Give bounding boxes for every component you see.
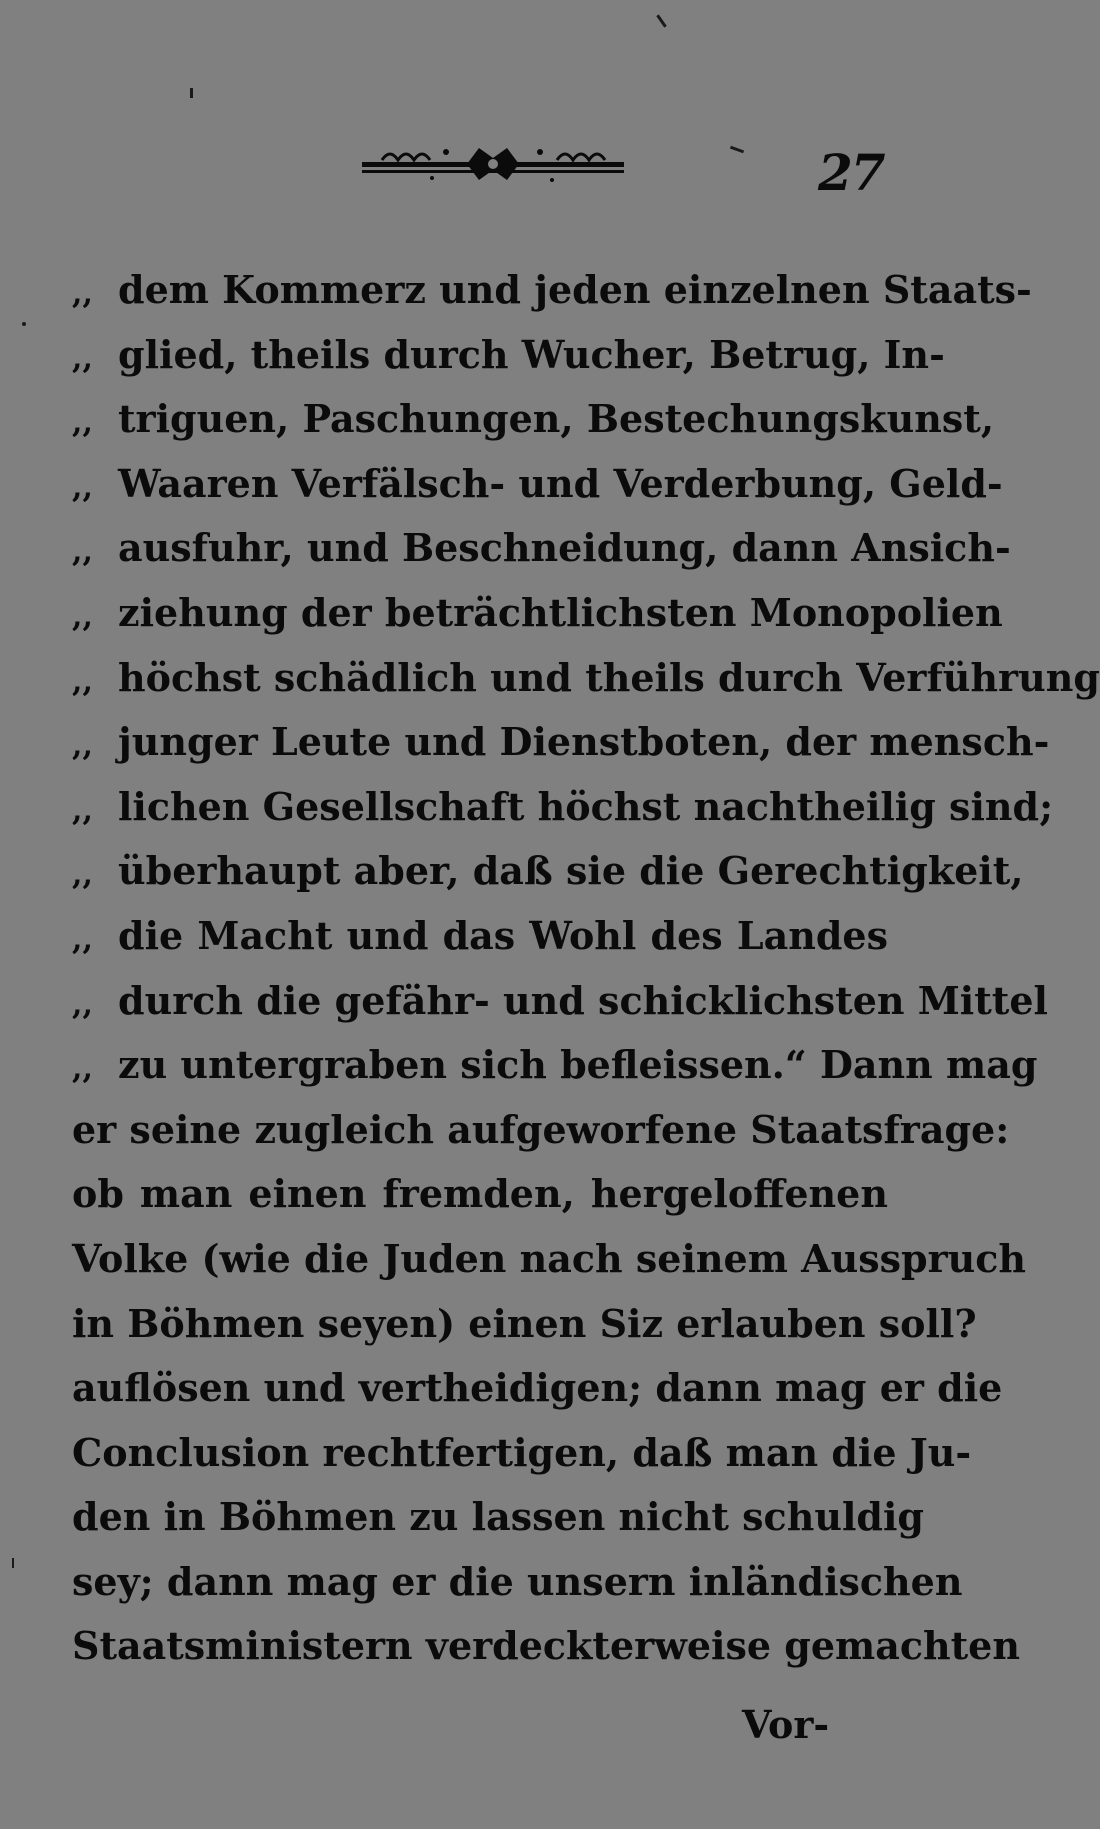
quote-mark: ,, [72, 469, 93, 505]
line-text: den in Böhmen zu lassen nicht schuldig [72, 1494, 924, 1540]
line-text: ausfuhr, und Beschneidung, dann Ansich- [118, 525, 1011, 571]
body-text [72, 258, 1100, 1679]
page-number: 27 [818, 143, 884, 202]
text-line [72, 1227, 1027, 1292]
line-text: er seine zugleich aufgeworfene Staatsfrage: [72, 1106, 1010, 1152]
text-line [72, 904, 888, 969]
text-line [72, 1421, 972, 1486]
quote-mark: ,, [72, 728, 93, 764]
text-line [72, 516, 1011, 581]
line-text: durch die gefähr- und schicklichsten Mittel [118, 977, 1048, 1023]
line-text: sey; dann mag er die unsern inländischen [72, 1558, 963, 1604]
line-text: Conclusion rechtfertigen, daß man die Ju- [72, 1429, 972, 1475]
text-line [72, 1485, 924, 1550]
text-line [72, 1162, 888, 1227]
text-line [72, 258, 1032, 323]
quote-mark: ,, [72, 857, 93, 893]
quote-mark: ,, [72, 986, 93, 1022]
quote-mark: ,, [72, 276, 93, 311]
quote-mark: ,, [72, 534, 93, 570]
text-line [72, 1550, 963, 1615]
text-line [72, 1292, 977, 1357]
text-line [72, 839, 1024, 904]
text-line [72, 710, 1050, 775]
line-text: höchst schädlich und theils durch Verführung [118, 654, 1100, 700]
quote-mark: ,, [72, 405, 93, 441]
printer-ornament-icon [362, 142, 624, 188]
catchword: Vor- [742, 1702, 830, 1747]
line-text: lichen Gesellschaft höchst nachtheilig sind; [118, 783, 1054, 829]
scan-speck [190, 88, 193, 98]
text-line [72, 387, 995, 452]
line-text: ziehung der beträchtlichsten Monopolien [118, 589, 1003, 635]
scan-speck [730, 146, 744, 154]
line-text: triguen, Paschungen, Bestechungskunst, [118, 396, 995, 442]
text-line [72, 775, 1054, 840]
text-line [72, 1356, 1003, 1421]
quote-mark: ,, [72, 663, 93, 699]
line-text: Volke (wie die Juden nach seinem Ausspruch [72, 1235, 1027, 1281]
line-text: Waaren Verfälsch- und Verderbung, Geld- [118, 460, 1003, 506]
text-line [72, 1098, 1010, 1163]
line-text: junger Leute und Dienstboten, der mensch- [118, 719, 1050, 765]
text-line [72, 581, 1003, 646]
quote-mark: ,, [72, 921, 93, 957]
line-text: dem Kommerz und jeden einzelnen Staats- [118, 267, 1032, 312]
scan-speck [12, 1558, 14, 1568]
text-line [72, 969, 1048, 1034]
quote-mark: ,, [72, 340, 93, 376]
quote-mark: ,, [72, 1051, 93, 1087]
text-line [72, 323, 945, 388]
text-line [72, 646, 1100, 711]
line-text: Staatsministern verdeckterweise gemachten [72, 1623, 1020, 1669]
line-text: ob man einen fremden, hergeloffenen [72, 1171, 888, 1217]
line-text: zu untergraben sich befleissen.“ Dann mag [118, 1042, 1038, 1088]
scan-speck [22, 322, 26, 326]
line-text: in Böhmen seyen) einen Siz erlauben soll? [72, 1300, 977, 1346]
quote-mark: ,, [72, 792, 93, 828]
scan-speck [656, 14, 666, 27]
line-text: die Macht und das Wohl des Landes [118, 912, 888, 958]
line-text: überhaupt aber, daß sie die Gerechtigkeit, [118, 848, 1024, 894]
quote-mark: ,, [72, 598, 93, 634]
text-line [72, 1033, 1038, 1098]
text-line [72, 1614, 1020, 1679]
line-text: glied, theils durch Wucher, Betrug, In- [118, 331, 945, 377]
text-line [72, 452, 1003, 517]
line-text: auflösen und vertheidigen; dann mag er die [72, 1365, 1003, 1411]
